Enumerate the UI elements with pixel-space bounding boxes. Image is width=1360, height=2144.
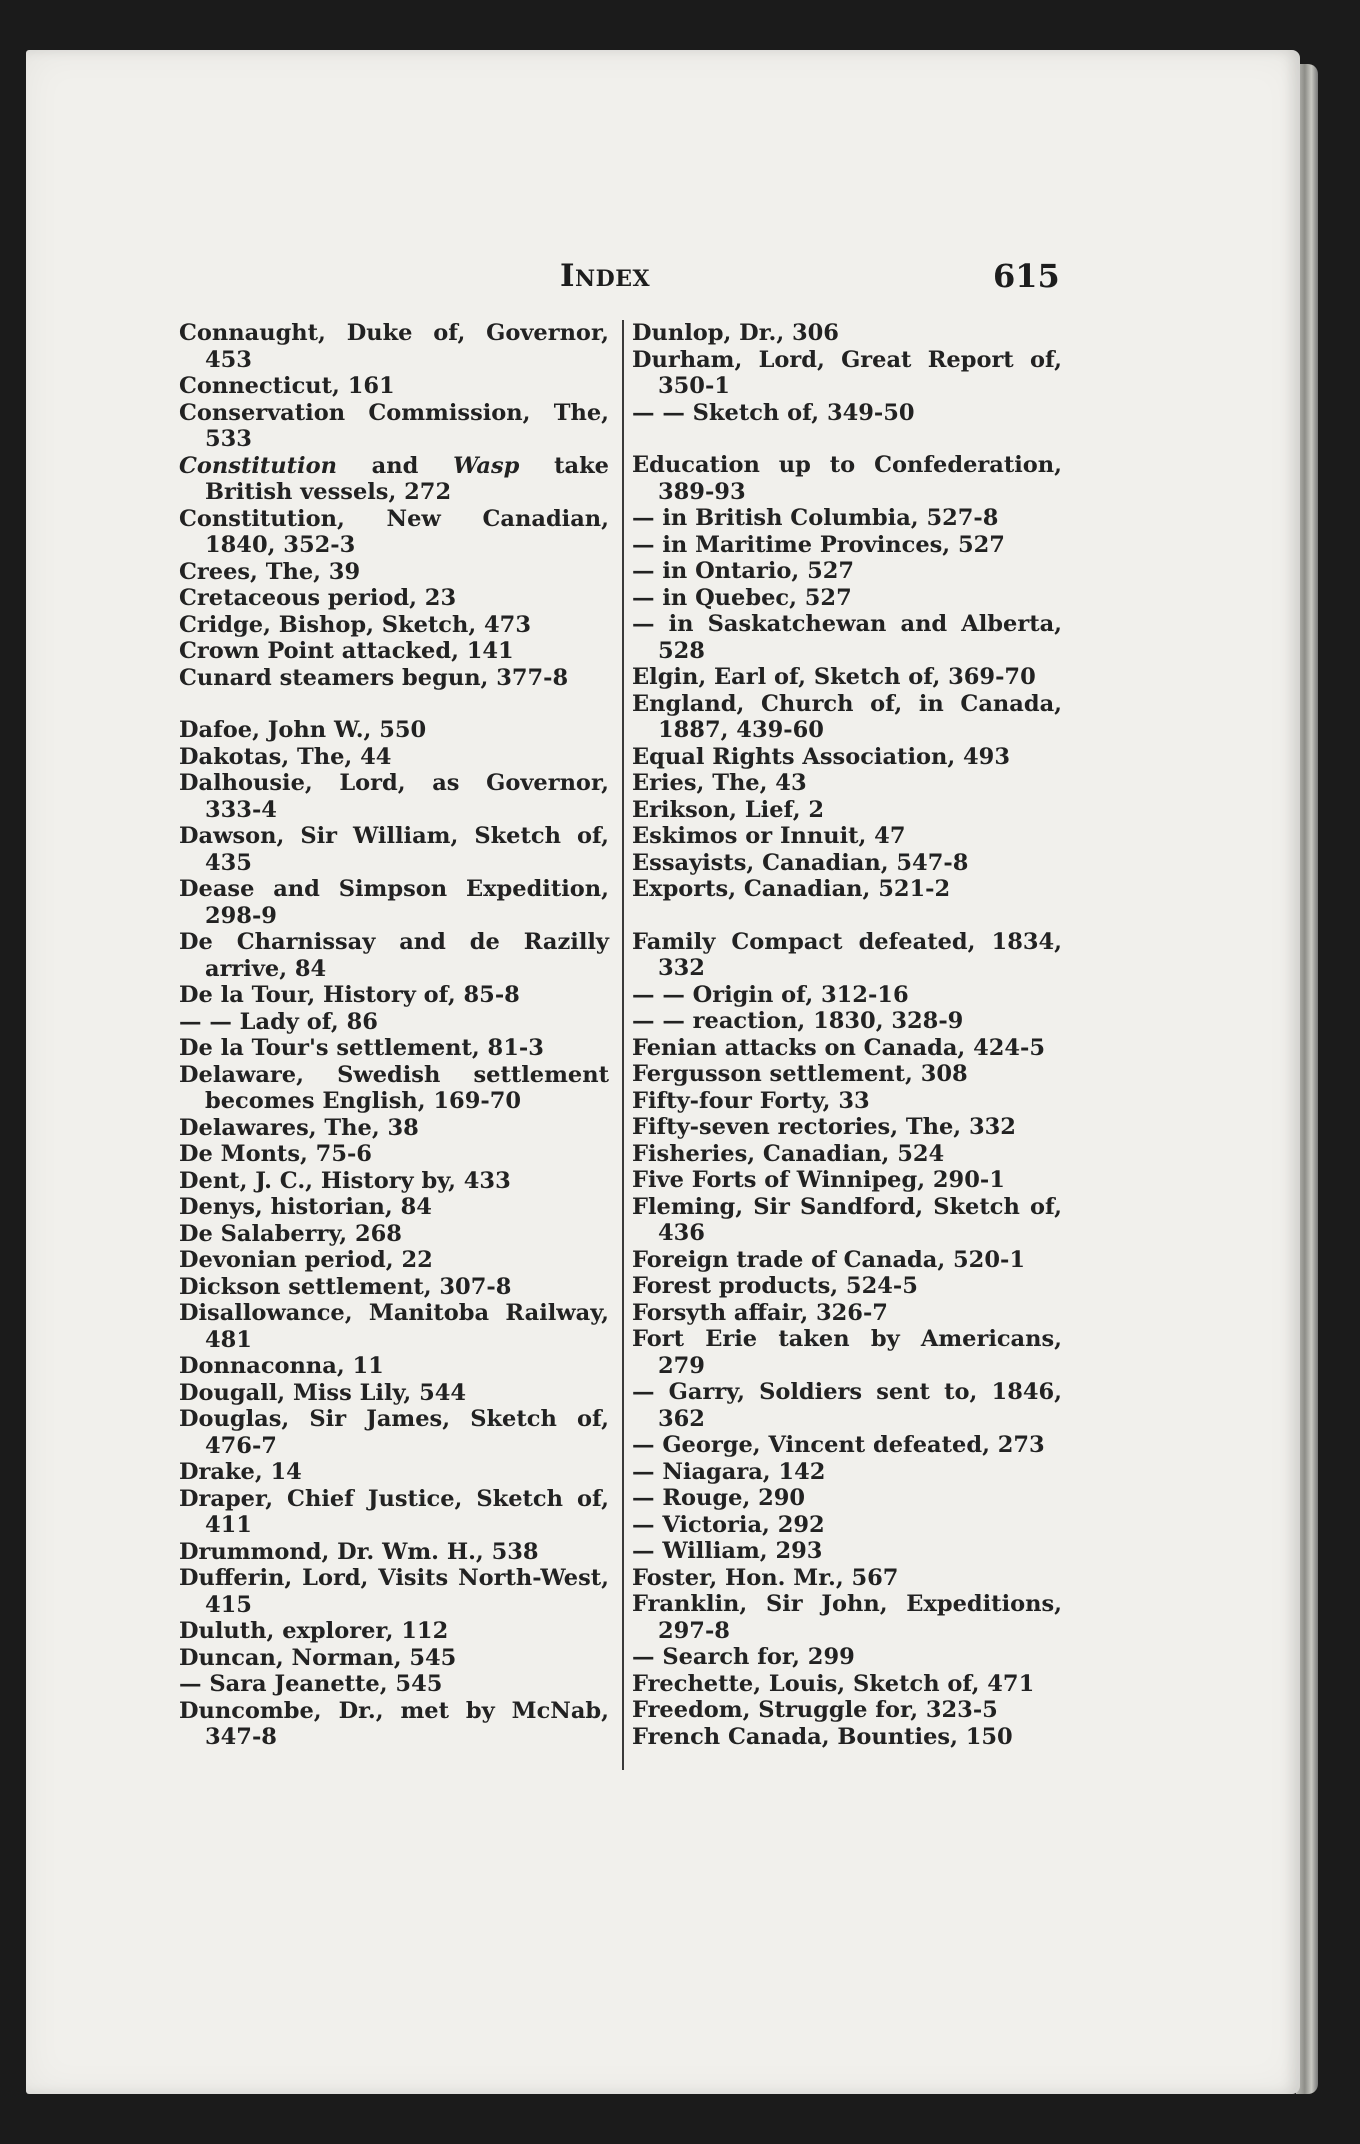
index-entry: Drummond, Dr. Wm. H., 538 [179, 1538, 539, 1565]
index-entry: De la Tour, History of, 85-8 [179, 982, 520, 1008]
index-entry: Frechette, Louis, Sketch of, 471 [632, 1670, 1035, 1697]
index-entry: England, Church of, in Canada, 1887, 439-60 [632, 690, 1062, 743]
index-entry: Devonian period, 22 [179, 1247, 433, 1273]
index-entry: Fifty-seven rectories, The, 332 [632, 1114, 1016, 1140]
index-entry: French Canada, Bounties, 150 [632, 1723, 1013, 1750]
index-entry: Connaught, Duke of, Governor, 453 [179, 320, 609, 373]
index-entry: Exports, Canadian, 521-2 [632, 876, 951, 902]
index-entry: Cridge, Bishop, Sketch, 473 [179, 611, 531, 638]
index-entry: Dunlop, Dr., 306 [632, 320, 839, 346]
index-entry: — — Origin of, 312-16 [632, 981, 909, 1008]
index-entry: Freedom, Struggle for, 323-5 [632, 1697, 998, 1723]
index-entry: Crown Point attacked, 141 [179, 638, 514, 664]
index-entry: Five Forts of Winnipeg, 290-1 [632, 1167, 1005, 1193]
index-entry: Duluth, explorer, 112 [179, 1618, 449, 1644]
index-entry: Fenian attacks on Canada, 424-5 [632, 1034, 1046, 1061]
index-entry: De Charnissay and de Razilly arrive, 84 [179, 929, 609, 982]
index-entry: Eskimos or Innuit, 47 [632, 823, 906, 849]
index-entry: Fergusson settlement, 308 [632, 1061, 968, 1087]
index-entry: De Monts, 75-6 [179, 1141, 372, 1167]
index-entry: — Rouge, 290 [632, 1485, 806, 1511]
index-entry: Fifty-four Forty, 33 [632, 1087, 870, 1114]
index-entry: — in Ontario, 527 [632, 558, 855, 584]
column-divider [622, 320, 624, 1770]
index-entry: Dent, J. C., History by, 433 [179, 1167, 511, 1194]
index-entry: Foreign trade of Canada, 520-1 [632, 1246, 1025, 1273]
index-entry: — Victoria, 292 [632, 1511, 825, 1538]
index-entry: Disallowance, Manitoba Railway, 481 [179, 1300, 609, 1353]
index-entry: Fisheries, Canadian, 524 [632, 1140, 945, 1167]
index-entry: — Sara Jeanette, 545 [179, 1671, 443, 1697]
index-entry: Dickson settlement, 307-8 [179, 1273, 512, 1300]
index-column-right [632, 320, 1062, 1750]
index-entry [179, 453, 609, 506]
running-head: Index [560, 258, 651, 294]
index-entry: Cunard steamers begun, 377-8 [179, 664, 569, 691]
index-entry: — in British Columbia, 527-8 [632, 505, 999, 531]
index-entry: — William, 293 [632, 1538, 823, 1564]
index-entry: Franklin, Sir John, Expeditions, 297-8 [632, 1591, 1062, 1644]
index-entry-and: and [336, 452, 454, 479]
index-entry: Crees, The, 39 [179, 558, 361, 585]
index-entry: Forest products, 524-5 [632, 1273, 918, 1299]
index-entry: Dalhousie, Lord, as Governor, 333-4 [179, 770, 609, 823]
index-entry: Forsyth affair, 326-7 [632, 1299, 888, 1326]
index-entry: Constitution, New Canadian, 1840, 352-3 [179, 505, 609, 558]
index-entry: Fort Erie taken by Americans, 279 [632, 1326, 1062, 1379]
page-number: 615 [993, 257, 1060, 295]
index-entry-italic-wasp: Wasp [453, 452, 520, 479]
index-entry: — — reaction, 1830, 328-9 [632, 1008, 964, 1034]
index-entry: Family Compact defeated, 1834, 332 [632, 928, 1062, 981]
index-entry: Douglas, Sir James, Sketch of, 476-7 [179, 1406, 609, 1459]
index-entry: Essayists, Canadian, 547-8 [632, 849, 969, 876]
index-entry: Connecticut, 161 [179, 373, 395, 399]
index-entry: Duncombe, Dr., met by McNab, 347-8 [179, 1697, 609, 1750]
index-entry: De la Tour's settlement, 81-3 [179, 1035, 544, 1061]
index-entry: — George, Vincent defeated, 273 [632, 1432, 1045, 1458]
index-entry: Dafoe, John W., 550 [179, 717, 427, 743]
index-entry: — Search for, 299 [632, 1644, 855, 1670]
index-entry: Foster, Hon. Mr., 567 [632, 1564, 899, 1591]
index-entry: Conservation Commission, The, 533 [179, 399, 609, 452]
index-entry: — in Quebec, 527 [632, 584, 852, 611]
index-entry: Elgin, Earl of, Sketch of, 369-70 [632, 664, 1036, 690]
index-entry: Erikson, Lief, 2 [632, 796, 825, 823]
index-entry: — — Sketch of, 349-50 [632, 399, 915, 426]
index-entry: Dease and Simpson Expedition, 298-9 [179, 876, 609, 929]
index-entry: Equal Rights Association, 493 [632, 743, 1010, 770]
index-entry: Delaware, Swedish settlement becomes English, 169-70 [179, 1061, 609, 1114]
index-entry: Durham, Lord, Great Report of, 350-1 [632, 346, 1062, 399]
index-entry: — in Maritime Provinces, 527 [632, 531, 1005, 558]
index-entry: Draper, Chief Justice, Sketch of, 411 [179, 1485, 609, 1538]
index-entry: Dakotas, The, 44 [179, 743, 392, 770]
index-entry: Donnaconna, 11 [179, 1353, 384, 1379]
index-entry: — — Lady of, 86 [179, 1008, 378, 1035]
index-entry-italic-constitution: Constitution [179, 452, 337, 479]
index-entry: Cretaceous period, 23 [179, 585, 457, 611]
index-entry: — Niagara, 142 [632, 1458, 826, 1485]
index-entry: Delawares, The, 38 [179, 1114, 419, 1141]
index-entry: Denys, historian, 84 [179, 1194, 432, 1220]
index-entry-rest: take British vessels, 272 [205, 452, 609, 505]
index-entry: Education up to Confederation, 389-93 [632, 452, 1062, 505]
index-entry: Dawson, Sir William, Sketch of, 435 [179, 823, 609, 876]
index-entry: — in Saskatchewan and Alberta, 528 [632, 611, 1062, 664]
index-entry: Drake, 14 [179, 1459, 302, 1485]
index-entry: Dufferin, Lord, Visits North-West, 415 [179, 1565, 609, 1618]
index-entry: Dougall, Miss Lily, 544 [179, 1379, 467, 1406]
index-entry: Fleming, Sir Sandford, Sketch of, 436 [632, 1193, 1062, 1246]
index-entry: De Salaberry, 268 [179, 1220, 402, 1247]
index-column-left [179, 320, 609, 1751]
index-entry: Duncan, Norman, 545 [179, 1644, 457, 1671]
index-entry: — Garry, Soldiers sent to, 1846, 362 [632, 1379, 1062, 1432]
index-entry: Eries, The, 43 [632, 770, 807, 796]
